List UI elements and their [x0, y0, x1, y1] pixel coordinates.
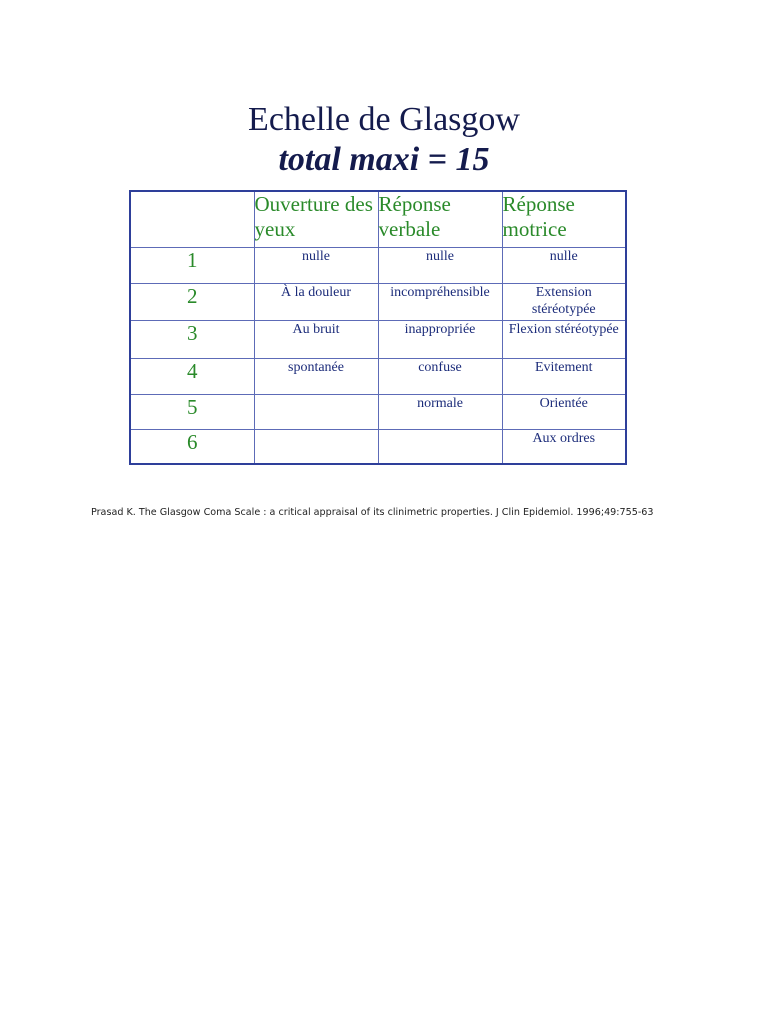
score-cell: 6 [130, 429, 254, 464]
eyes-cell [254, 429, 378, 464]
page-title: Echelle de Glasgow [248, 101, 520, 138]
motor-cell: Extension stéréotypée [502, 283, 626, 320]
table-row [130, 283, 626, 320]
eyes-cell: Au bruit [254, 320, 378, 358]
motor-cell: Aux ordres [502, 429, 626, 464]
eyes-cell: À la douleur [254, 283, 378, 320]
header-cell-motor: Réponse motrice [502, 191, 626, 247]
header-cell-verbal: Réponse verbale [378, 191, 502, 247]
header-cell-score [130, 191, 254, 247]
motor-cell: Evitement [502, 358, 626, 394]
score-cell: 4 [130, 358, 254, 394]
motor-cell: nulle [502, 247, 626, 283]
table-row [130, 320, 626, 358]
table-row [130, 394, 626, 429]
eyes-cell [254, 394, 378, 429]
verbal-cell [378, 429, 502, 464]
verbal-cell: inappropriée [378, 320, 502, 358]
score-cell: 2 [130, 283, 254, 320]
verbal-cell: nulle [378, 247, 502, 283]
score-cell: 3 [130, 320, 254, 358]
verbal-cell: confuse [378, 358, 502, 394]
score-cell: 5 [130, 394, 254, 429]
eyes-cell: spontanée [254, 358, 378, 394]
score-cell: 1 [130, 247, 254, 283]
table-row [130, 358, 626, 394]
page-subtitle: total maxi = 15 [278, 141, 490, 178]
table-row [130, 247, 626, 283]
citation-text: Prasad K. The Glasgow Coma Scale : a critical appraisal of its clinimetric properties. J Clin Epidemiol. 1996;49:755-63 [91, 507, 654, 518]
verbal-cell: incompréhensible [378, 283, 502, 320]
motor-cell: Flexion stéréotypée [502, 320, 626, 358]
table-row [130, 429, 626, 464]
motor-cell: Orientée [502, 394, 626, 429]
table-header-row [130, 191, 626, 247]
verbal-cell: normale [378, 394, 502, 429]
header-cell-eyes: Ouverture des yeux [254, 191, 378, 247]
glasgow-scale-table [129, 190, 627, 465]
eyes-cell: nulle [254, 247, 378, 283]
